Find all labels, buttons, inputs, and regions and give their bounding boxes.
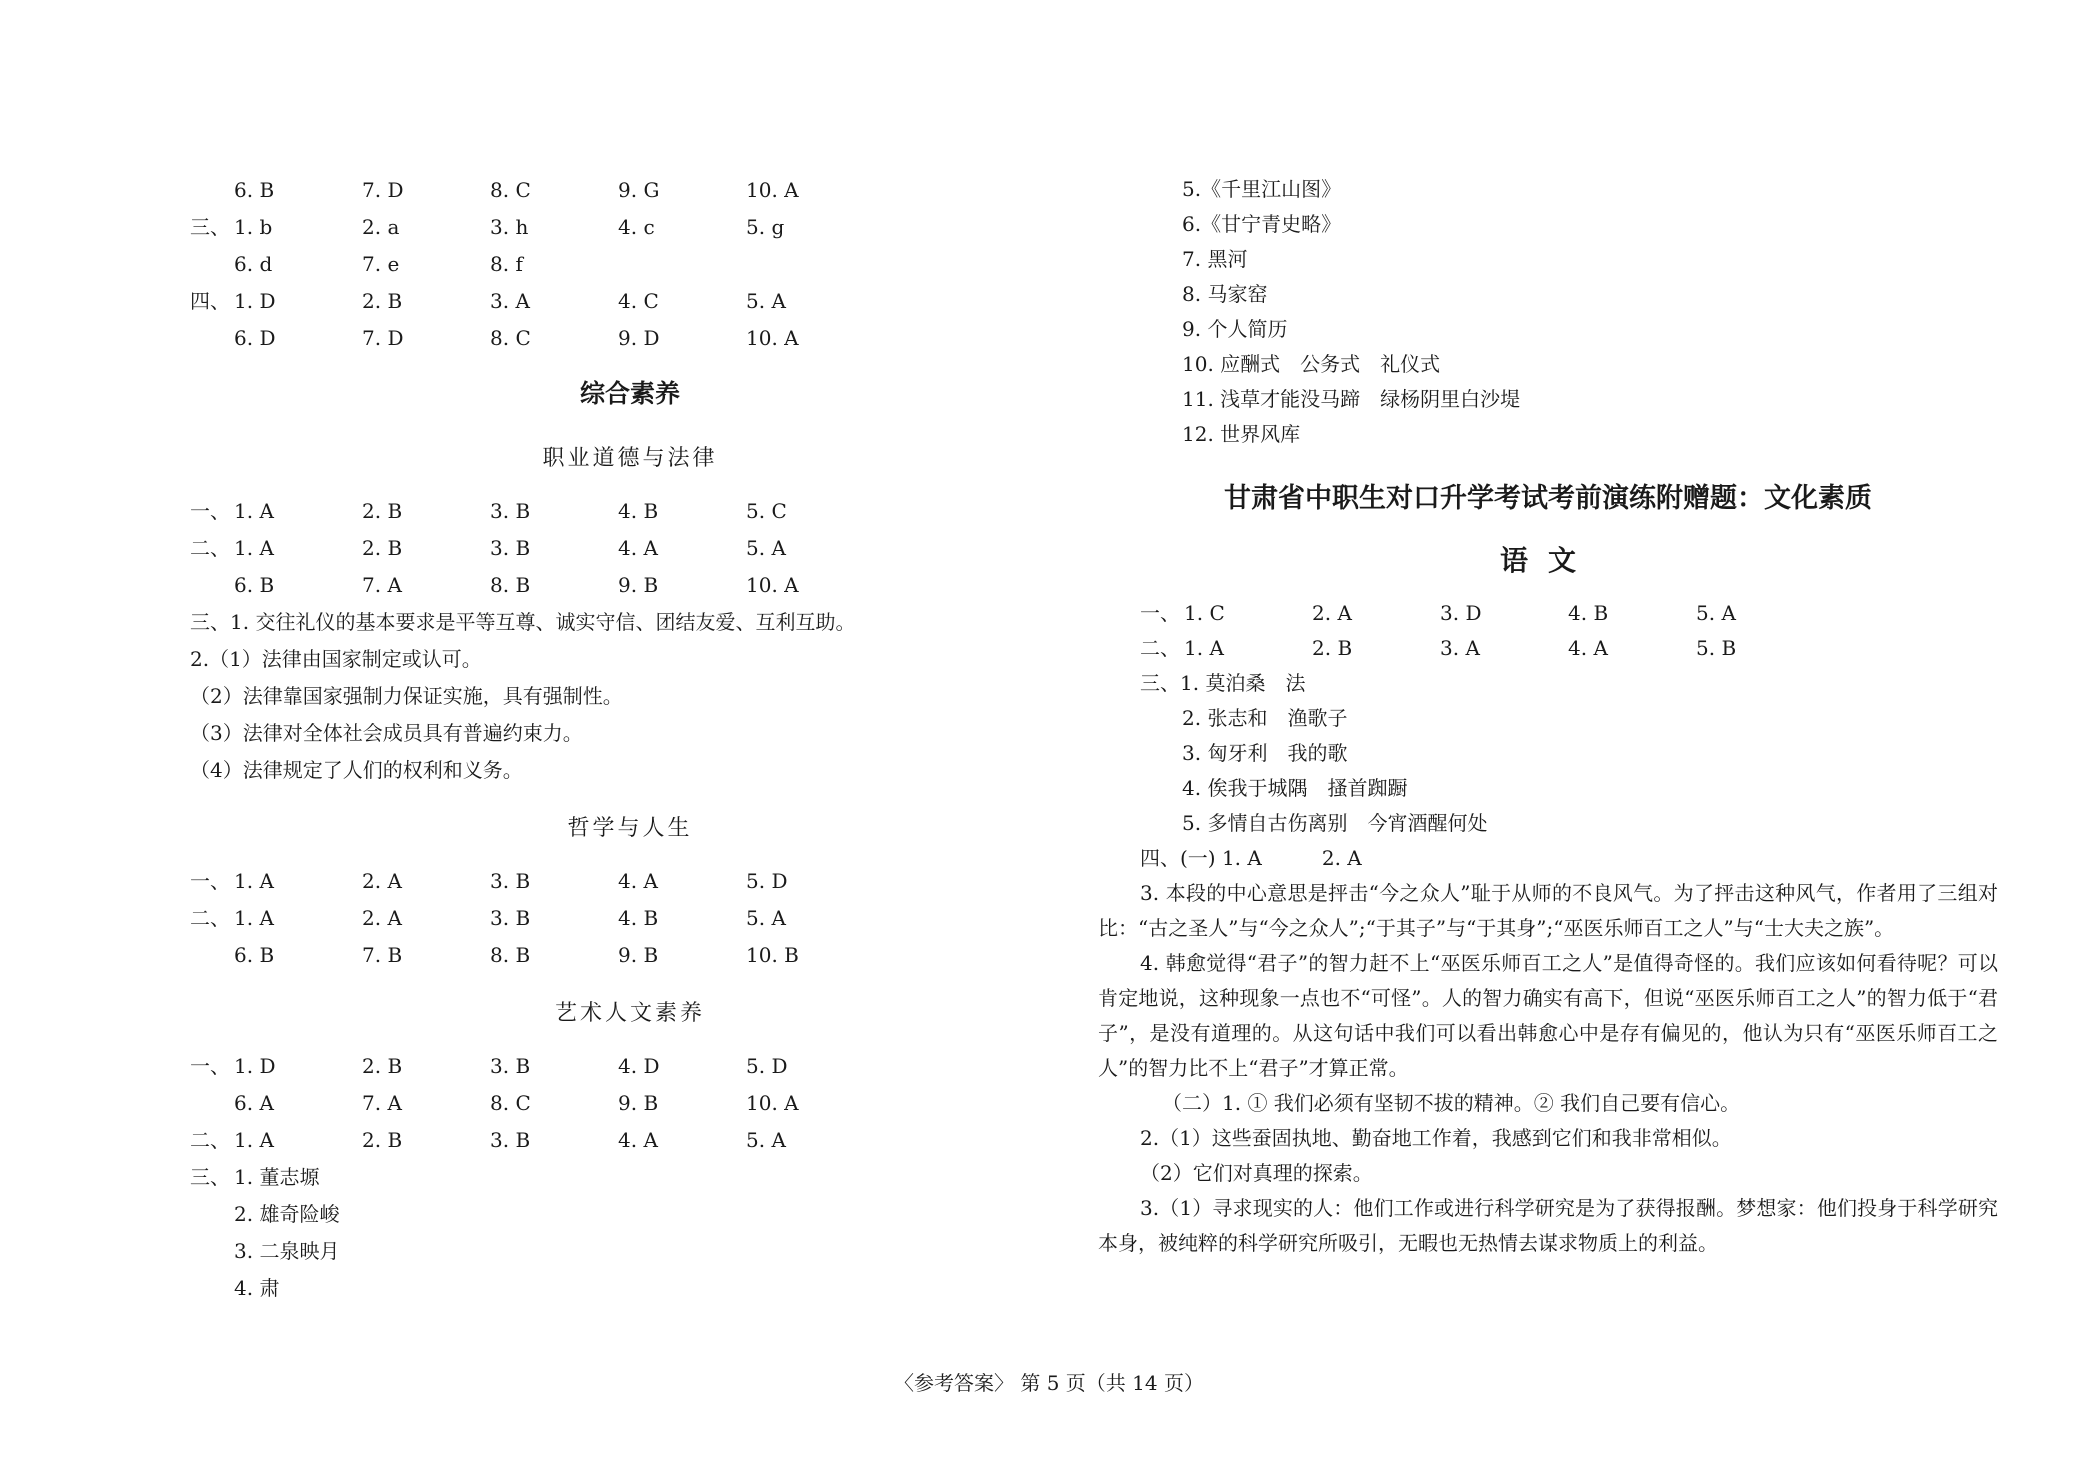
answer-line: 3. 二泉映月 xyxy=(234,1239,340,1263)
row-prefix: 二、 xyxy=(190,906,230,930)
answer-line: 8. 马家窑 xyxy=(1182,282,1268,306)
answer-cell: 4. c xyxy=(618,215,655,239)
answer-line: 7. 黑河 xyxy=(1182,247,1248,271)
answer-row xyxy=(190,863,1070,900)
answer-cell: 4. A xyxy=(1568,636,1608,660)
answer-line: （2）法律靠国家强制力保证实施，具有强制性。 xyxy=(190,684,623,708)
answer-cell: 4. A xyxy=(618,869,658,893)
answer-row xyxy=(1098,631,1998,666)
row-prefix xyxy=(190,567,234,604)
row-prefix: 二、 xyxy=(190,536,230,560)
answer-row xyxy=(1098,596,1998,631)
answer-cell: 2. A xyxy=(362,906,402,930)
answer-cell: 10. A xyxy=(746,1091,799,1115)
answer-cell: 7. D xyxy=(362,326,404,350)
row-prefix: 二、 xyxy=(1140,636,1180,660)
answer-cell: 2. A xyxy=(1312,601,1352,625)
answer-cell: 3. h xyxy=(490,215,529,239)
answer-paragraph: 4. 韩愈觉得“君子”的智力赶不上“巫医乐师百工之人”是值得奇怪的。我们应该如何看待呢？可以肯定地说，这种现象一点也不“可怪”。人的智力确实有高下，但说“巫医乐师百工之人”的智力低于“君子”，是没有道理的。从这句话中我们可以看出韩愈心中是存有偏见的，他认为只有“巫医乐师百工之人”的智力比不上“君子”才算正常。 xyxy=(1098,951,1998,1080)
row-prefix: 四、 xyxy=(190,289,230,313)
right-column xyxy=(1098,172,1998,1261)
answer-cell: 3. D xyxy=(1440,601,1482,625)
answer-line: 1. 董志塬 xyxy=(234,1165,320,1189)
answer-row xyxy=(190,172,1070,209)
answer-cell: 2. B xyxy=(1312,636,1353,660)
subject-title: 语文 xyxy=(1499,544,1596,577)
answer-line: 2.（1）这些蚕固执地、勤奋地工作着，我感到它们和我非常相似。 xyxy=(1140,1126,1732,1150)
answer-cell: 8. B xyxy=(490,573,531,597)
subsection-title: 哲学与人生 xyxy=(567,816,693,841)
answer-cell: 9. G xyxy=(618,178,660,202)
answer-cell: 5. C xyxy=(746,499,787,523)
answer-cell: 7. D xyxy=(362,178,404,202)
answer-line: （2）它们对真理的探索。 xyxy=(1140,1161,1373,1185)
answer-cell: 2. B xyxy=(362,536,403,560)
answer-cell: 1. C xyxy=(1184,601,1225,625)
answer-cell: 4. B xyxy=(618,499,659,523)
answer-line: 11. 浅草才能没马蹄 绿杨阴里白沙堤 xyxy=(1182,387,1521,411)
answer-cell: 6. B xyxy=(234,573,275,597)
answer-cell: 6. d xyxy=(234,252,273,276)
answer-cell: 4. C xyxy=(618,289,659,313)
answer-cell: 3. B xyxy=(490,536,531,560)
answer-line: 10. 应酬式 公务式 礼仪式 xyxy=(1182,352,1441,376)
row-prefix xyxy=(190,937,234,974)
answer-cell: 1. A xyxy=(234,906,274,930)
answer-line: （二）1. ① 我们必须有坚韧不拔的精神。② 我们自己要有信心。 xyxy=(1162,1091,1741,1115)
answer-cell: 6. A xyxy=(234,1091,274,1115)
row-prefix: 一、 xyxy=(190,499,230,523)
answer-cell: 1. A xyxy=(234,1128,274,1152)
answer-cell: 6. D xyxy=(234,326,276,350)
answer-line: （3）法律对全体社会成员具有普遍约束力。 xyxy=(190,721,583,745)
answer-cell: 10. A xyxy=(746,178,799,202)
answer-cell: 2. B xyxy=(362,499,403,523)
answer-line: 四、(一) 1. A 2. A xyxy=(1140,846,1362,870)
left-column xyxy=(190,172,1070,1307)
answer-line: 2.（1）法律由国家制定或认可。 xyxy=(190,647,482,671)
answer-cell: 5. A xyxy=(746,289,786,313)
answer-cell: 7. A xyxy=(362,573,402,597)
answer-row xyxy=(190,1122,1070,1159)
answer-cell: 1. A xyxy=(234,499,274,523)
answer-cell: 8. C xyxy=(490,326,531,350)
answer-row xyxy=(190,283,1070,320)
row-prefix: 三、 xyxy=(190,215,230,239)
answer-line: 2. 张志和 渔歌子 xyxy=(1182,706,1348,730)
row-prefix xyxy=(190,320,234,357)
answer-row xyxy=(190,320,1070,357)
answer-row xyxy=(190,900,1070,937)
answer-cell: 8. C xyxy=(490,1091,531,1115)
page-footer: 〈参考答案〉 第 5 页（共 14 页） xyxy=(894,1371,1204,1395)
row-prefix: 一、 xyxy=(1140,601,1180,625)
answer-cell: 3. A xyxy=(1440,636,1480,660)
answer-cell: 7. B xyxy=(362,943,403,967)
answer-cell: 2. B xyxy=(362,1054,403,1078)
answer-row xyxy=(190,246,1070,283)
answer-row xyxy=(190,493,1070,530)
answer-row xyxy=(190,1085,1070,1122)
answer-cell: 4. B xyxy=(618,906,659,930)
answer-cell: 9. B xyxy=(618,943,659,967)
answer-line: 12. 世界风库 xyxy=(1182,422,1301,446)
answer-row xyxy=(190,1048,1070,1085)
answer-cell: 4. D xyxy=(618,1054,660,1078)
answer-cell: 1. A xyxy=(1184,636,1224,660)
answer-cell: 3. B xyxy=(490,906,531,930)
answer-cell: 5. A xyxy=(746,1128,786,1152)
answer-cell: 10. A xyxy=(746,326,799,350)
answer-row xyxy=(190,530,1070,567)
subsection-title: 艺术人文素养 xyxy=(554,1001,705,1026)
row-prefix: 三、 xyxy=(190,1165,230,1189)
answer-cell: 7. A xyxy=(362,1091,402,1115)
answer-cell: 1. D xyxy=(234,1054,276,1078)
answer-cell: 5. D xyxy=(746,1054,788,1078)
section-title: 综合素养 xyxy=(579,379,680,408)
answer-cell: 4. A xyxy=(618,1128,658,1152)
row-prefix: 一、 xyxy=(190,1054,230,1078)
document-title: 甘肃省中职生对口升学考试考前演练附赠题：文化素质 xyxy=(1224,483,1872,514)
answer-cell: 5. B xyxy=(1696,636,1737,660)
answer-line: 三、1. 莫泊桑 法 xyxy=(1140,671,1306,695)
answer-cell: 4. B xyxy=(1568,601,1609,625)
answer-cell: 5. A xyxy=(1696,601,1736,625)
answer-line: 4. 肃 xyxy=(234,1276,280,1300)
answer-line: 4. 俟我于城隅 搔首踟蹰 xyxy=(1182,776,1408,800)
answer-cell: 5. A xyxy=(746,906,786,930)
row-prefix: 一、 xyxy=(190,869,230,893)
subsection-title: 职业道德与法律 xyxy=(542,446,718,471)
answer-cell: 3. A xyxy=(490,289,530,313)
answer-cell: 9. D xyxy=(618,326,660,350)
answer-cell: 8. C xyxy=(490,178,531,202)
row-prefix xyxy=(190,172,234,209)
answer-cell: 1. A xyxy=(234,536,274,560)
answer-row xyxy=(190,567,1070,604)
answer-cell: 5. A xyxy=(746,536,786,560)
answer-line: 9. 个人简历 xyxy=(1182,317,1288,341)
answer-line: 5. 多情自古伤离别 今宵酒醒何处 xyxy=(1182,811,1488,835)
row-prefix xyxy=(190,1085,234,1122)
answer-cell: 1. D xyxy=(234,289,276,313)
answer-cell: 3. B xyxy=(490,869,531,893)
answer-cell: 1. A xyxy=(234,869,274,893)
answer-cell: 10. B xyxy=(746,943,799,967)
answer-line: （4）法律规定了人们的权利和义务。 xyxy=(190,758,523,782)
answer-cell: 2. B xyxy=(362,289,403,313)
answer-cell: 9. B xyxy=(618,1091,659,1115)
row-prefix xyxy=(190,246,234,283)
answer-cell: 2. A xyxy=(362,869,402,893)
answer-cell: 6. B xyxy=(234,178,275,202)
top-answer-grid xyxy=(190,172,1070,357)
answer-cell: 7. e xyxy=(362,252,400,276)
answer-cell: 1. b xyxy=(234,215,273,239)
answer-cell: 3. B xyxy=(490,1054,531,1078)
answer-line: 3. 匈牙利 我的歌 xyxy=(1182,741,1348,765)
answer-row xyxy=(190,209,1070,246)
answer-cell: 4. A xyxy=(618,536,658,560)
answer-row xyxy=(190,1159,1070,1196)
answer-paragraph: 3.（1）寻求现实的人：他们工作或进行科学研究是为了获得报酬。梦想家：他们投身于科学研究本身，被纯粹的科学研究所吸引，无暇也无热情去谋求物质上的利益。 xyxy=(1098,1196,1998,1255)
answer-cell: 9. B xyxy=(618,573,659,597)
answer-cell: 8. f xyxy=(490,252,523,276)
answer-line: 2. 雄奇险峻 xyxy=(234,1202,340,1226)
answer-cell: 3. B xyxy=(490,1128,531,1152)
answer-cell: 3. B xyxy=(490,499,531,523)
answer-cell: 5. g xyxy=(746,215,785,239)
answer-cell: 10. A xyxy=(746,573,799,597)
answer-cell: 6. B xyxy=(234,943,275,967)
answer-line: 6.《甘宁青史略》 xyxy=(1182,212,1342,236)
row-prefix: 二、 xyxy=(190,1128,230,1152)
answer-line: 三、1. 交往礼仪的基本要求是平等互尊、诚实守信、团结友爱、互利互助。 xyxy=(190,610,856,634)
answer-paragraph: 3. 本段的中心意思是抨击“今之众人”耻于从师的不良风气。为了抨击这种风气，作者用了三组对比：“古之圣人”与“今之众人”;“于其子”与“于其身”;“巫医乐师百工之人”与“士大夫之族”。 xyxy=(1098,881,1998,940)
answer-cell: 2. B xyxy=(362,1128,403,1152)
answer-cell: 5. D xyxy=(746,869,788,893)
answer-cell: 8. B xyxy=(490,943,531,967)
answer-line: 5.《千里江山图》 xyxy=(1182,177,1342,201)
answer-cell: 2. a xyxy=(362,215,400,239)
answer-row xyxy=(190,937,1070,974)
